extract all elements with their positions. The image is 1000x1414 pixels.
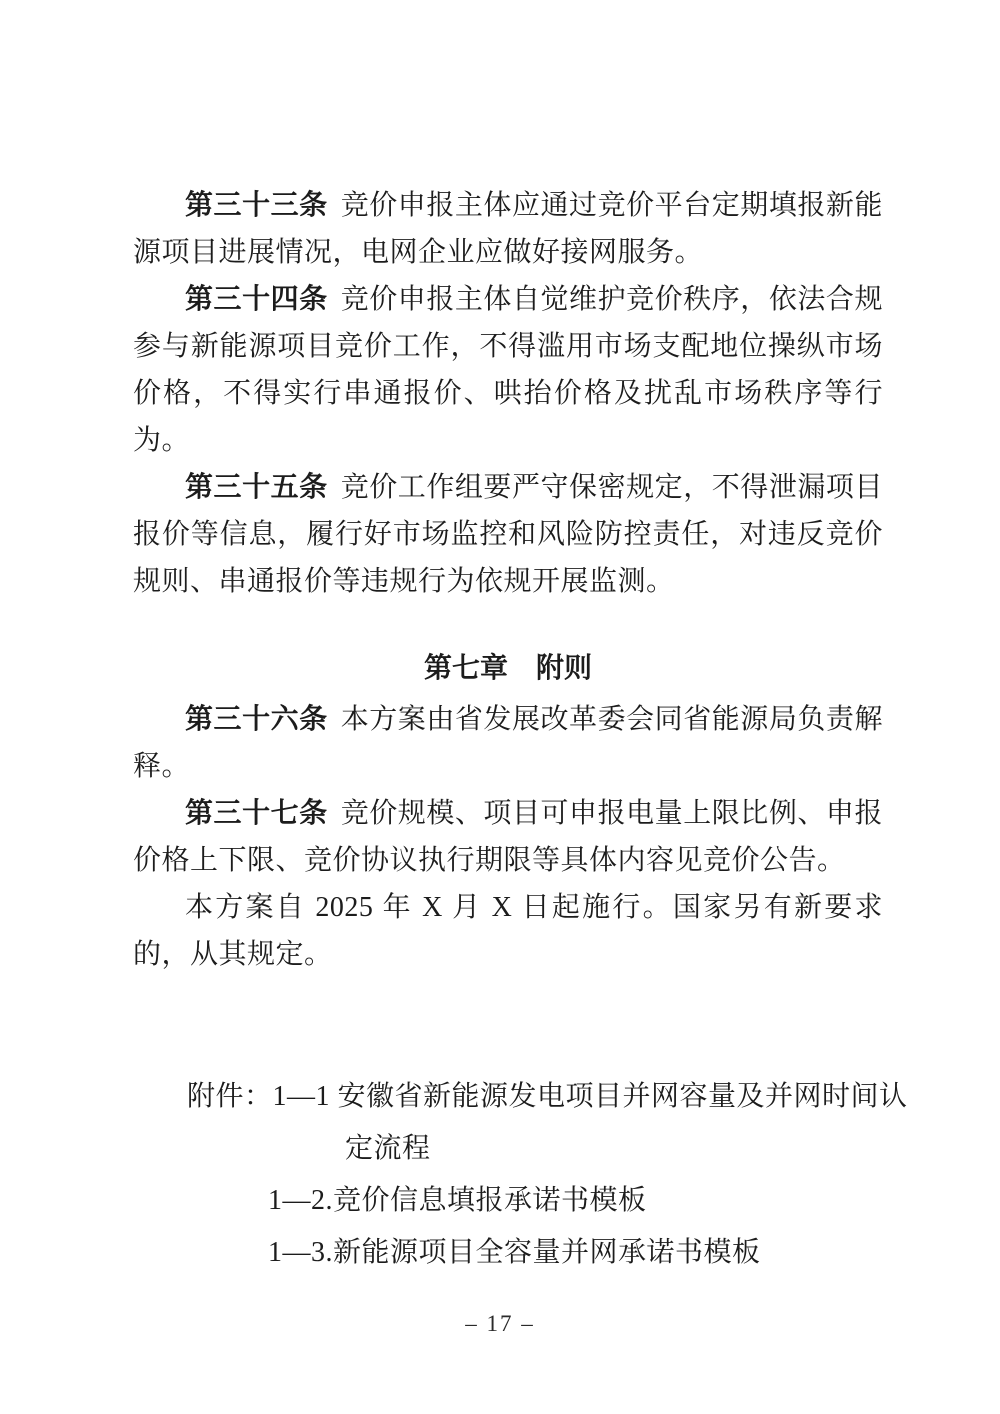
attachments-section [133,1071,908,1279]
document-body [133,0,908,1279]
attachment-line-continuation: 定流程 [345,1133,431,1164]
closing-paragraph: 本方案自 2025 年 X 月 X 日起施行。国家另有新要求的，从其规定。 [133,892,883,970]
article-paragraph [133,464,883,605]
page-footer [0,1310,1000,1338]
article-text: 竞价工作组要严守保密规定，不得泄漏项目报价等信息，履行好市场监控和风险防控责任，对违反竞价规则、串通报价等违规行为依规开展监测。 [133,472,883,597]
chapter-heading: 第七章 附则 [423,653,592,684]
article-number: 第三十七条 [185,798,328,829]
attachment-line: 1—3.新能源项目全容量并网承诺书模板 [268,1237,761,1268]
article-number: 第三十四条 [185,284,328,315]
article-paragraph [133,790,883,884]
attachment-line: 1—2.竞价信息填报承诺书模板 [268,1185,647,1216]
article-paragraph [133,276,883,464]
article-number: 第三十三条 [185,190,328,221]
attachment-line: 附件：1—1 安徽省新能源发电项目并网容量及并网时间认 [187,1081,908,1112]
article-text: 竞价申报主体自觉维护竞价秩序，依法合规参与新能源项目竞价工作，不得滥用市场支配地位操纵市场价格，不得实行串通报价、哄抬价格及扰乱市场秩序等行为。 [133,284,883,456]
article-text: 竞价规模、项目可申报电量上限比例、申报价格上下限、竞价协议执行期限等具体内容见竞价公告。 [133,798,883,876]
article-number: 第三十六条 [185,704,328,735]
article-number: 第三十五条 [185,472,328,503]
article-paragraph [133,182,883,276]
article-text: 竞价申报主体应通过竞价平台定期填报新能源项目进展情况，电网企业应做好接网服务。 [133,190,883,268]
page-number: – 17 – [465,1311,535,1336]
article-text: 本方案由省发展改革委会同省能源局负责解释。 [133,704,883,782]
article-paragraph [133,696,883,790]
